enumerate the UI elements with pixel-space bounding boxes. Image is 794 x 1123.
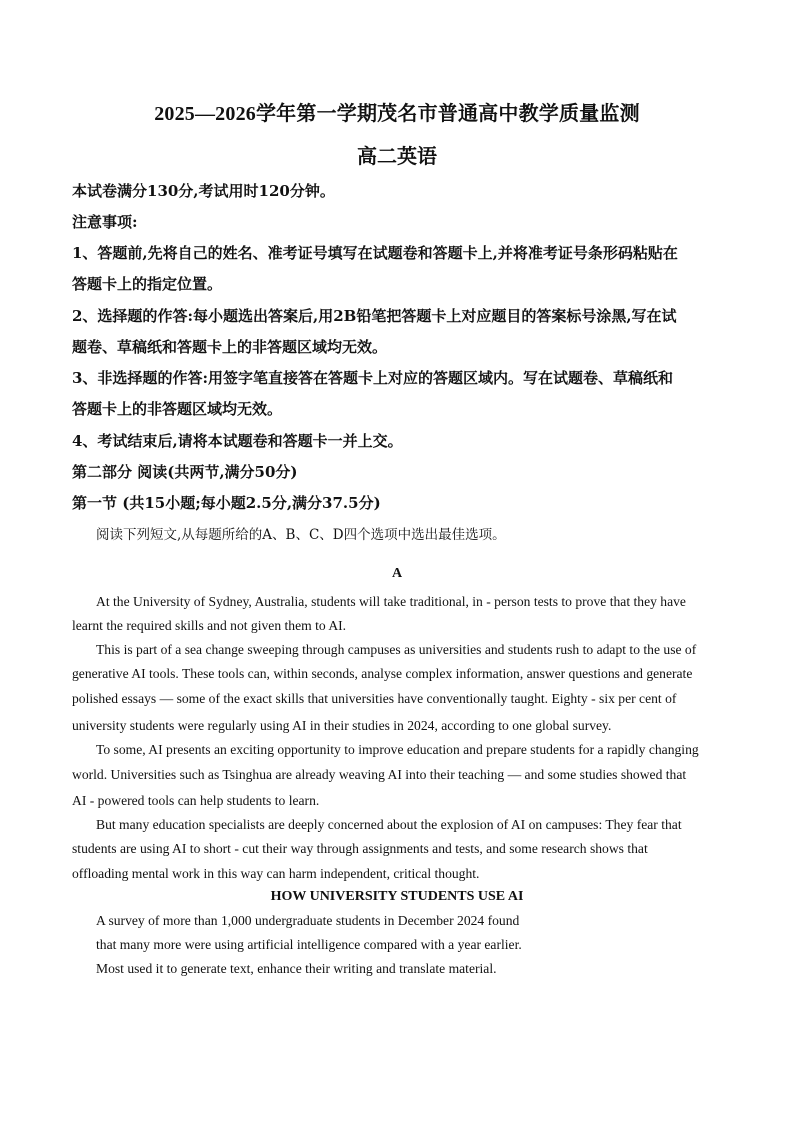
passage-line: offloading mental work in this way can harm independent, critical thought. xyxy=(72,866,480,881)
passage-line: generative AI tools. These tools can, within seconds, analyse complex information, answer questions and generate xyxy=(72,666,693,681)
chart-heading: HOW UNIVERSITY STUDENTS USE AI xyxy=(270,889,524,904)
note-line: 答题卡上的指定位置。 xyxy=(72,275,223,293)
passage-line: But many education specialists are deeply concerned about the explosion of AI on campuses: They fear that xyxy=(96,817,682,832)
note-line: 1、答题前,先将自己的姓名、准考证号填写在试题卷和答题卡上,并将准考证号条形码粘贴在 xyxy=(72,244,678,262)
passage-line: polished essays — some of the exact skills that universities have conventionally taught. Eighty - six per cent of xyxy=(72,691,677,706)
part-heading: 第二部分 阅读(共两节,满分50分) xyxy=(72,463,298,481)
passage-label: A xyxy=(391,566,403,581)
subsection-heading: 第一节 (共15小题;每小题2.5分,满分37.5分) xyxy=(72,494,381,512)
exam-title: 2025—2026学年第一学期茂名市普通高中教学质量监测 xyxy=(154,103,640,125)
note-line: 2、选择题的作答:每小题选出答案后,用2B铅笔把答题卡上对应题目的答案标号涂黑,写在试 xyxy=(72,307,677,325)
passage-line: To some, AI presents an exciting opportunity to improve education and prepare students for a rapidly changing xyxy=(96,742,699,757)
note-line: 答题卡上的非答题区域均无效。 xyxy=(72,400,283,418)
passage-line: This is part of a sea change sweeping through campuses as universities and students rush to adapt to the use of xyxy=(96,642,697,657)
passage-line: university students were regularly using AI in their studies in 2024, according to one global survey. xyxy=(72,718,612,733)
note-line: 4、考试结束后,请将本试题卷和答题卡一并上交。 xyxy=(72,432,403,450)
reading-directions: 阅读下列短文,从每题所给的A、B、C、D四个选项中选出最佳选项。 xyxy=(96,527,506,543)
chart-caption-line: A survey of more than 1,000 undergraduate students in December 2024 found xyxy=(96,913,520,928)
passage-line: students are using AI to short - cut their way through assignments and tests, and some research shows that xyxy=(72,841,648,856)
passage-line: world. Universities such as Tsinghua are already weaving AI into their teaching — and some studies showed that xyxy=(72,767,687,782)
passage-line: At the University of Sydney, Australia, students will take traditional, in - person tests to prove that they have xyxy=(96,594,686,609)
chart-caption-line: that many more were using artificial intelligence compared with a year earlier. xyxy=(96,937,522,952)
passage-line: AI - powered tools can help students to learn. xyxy=(72,793,320,808)
passage-line: learnt the required skills and not given them to AI. xyxy=(72,618,347,633)
exam-subtitle: 高二英语 xyxy=(357,146,437,168)
notes-heading: 注意事项: xyxy=(72,213,138,231)
note-line: 题卷、草稿纸和答题卡上的非答题区域均无效。 xyxy=(72,338,388,356)
score-time-note: 本试卷满分130分,考试用时120分钟。 xyxy=(72,182,335,200)
chart-caption-line: Most used it to generate text, enhance their writing and translate material. xyxy=(96,961,497,976)
note-line: 3、非选择题的作答:用签字笔直接答在答题卡上对应的答题区域内。写在试题卷、草稿纸和 xyxy=(72,369,673,387)
